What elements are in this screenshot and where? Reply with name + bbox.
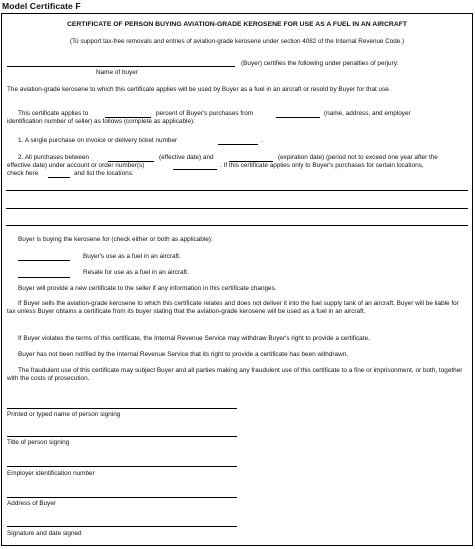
locations-line-2[interactable]: [6, 208, 468, 209]
printed-name-label: Printed or typed name of person signing: [7, 411, 121, 418]
buying-for-text: Buyer is buying the kerosene for (check either or both as applicable):: [18, 236, 213, 243]
item2-text-b: (effective date) and: [159, 154, 214, 161]
item2-text-a: 2. All purchases between: [18, 154, 90, 161]
use-2-check-field[interactable]: [18, 277, 70, 278]
sells-paragraph: If Buyer sells the aviation-grade kerosene to which this certificate relates and does not deliver it into the fuel supply tank of an aircraft, Buyer will be liable for tax unless Buyer obtains a certificate from its buyer stating that the aviation-grade kerosene will be used as a fuel in an aircraft.: [7, 300, 459, 315]
item1-text: 1. A single purchase on invoice or delivery ticket number: [18, 137, 178, 144]
form-title: CERTIFICATE OF PERSON BUYING AVIATION-GRADE KEROSENE FOR USE AS A FUEL IN AN AIRCRAFT: [66, 21, 408, 28]
signature-line[interactable]: [7, 526, 237, 527]
new-certificate-text: Buyer will provide a new certificate to the seller if any information in this certificate changes.: [18, 285, 277, 292]
buyer-certifies-text: (Buyer) certifies the following under penalties of perjury:: [241, 60, 399, 67]
applies-text-4: identification number of seller) as follows (complete as applicable):: [7, 118, 195, 125]
employer-id-line[interactable]: [7, 466, 237, 467]
printed-name-line[interactable]: [7, 408, 237, 409]
certificate-form: [1, 13, 473, 546]
seller-field[interactable]: [276, 117, 320, 118]
applies-text-1: This certificate applies to: [18, 110, 89, 117]
violates-text: If Buyer violates the terms of this certificate, the Internal Revenue Service may withdraw Buyer's right to provide a certificate.: [18, 335, 370, 342]
intro-paragraph: The aviation-grade kerosene to which this certificate applies will be used by Buyer as a fuel in an aircraft or resold by Buyer for that use.: [7, 86, 391, 93]
item2-text-c: (expiration date) (period not to exceed one year after the: [278, 154, 438, 161]
address-label: Address of Buyer: [7, 500, 57, 507]
item1-period: .: [261, 137, 263, 144]
fraud-paragraph: The fraudulent use of this certificate may subject Buyer and all parties making any fraudulent use of this certificate to a fine or imprisonment, or both, together with the costs of prosecution.: [7, 367, 463, 382]
employer-id-label: Employer identification number: [7, 470, 95, 477]
locations-line-1[interactable]: [6, 190, 468, 191]
locations-check-field[interactable]: [48, 177, 70, 178]
item2-text-f: check here: [7, 170, 39, 177]
item2-text-e: . If this certificate applies only to Buyer's purchases for certain locations,: [220, 162, 424, 169]
applies-text-2: percent of Buyer's purchases from: [156, 110, 254, 117]
buyer-name-field[interactable]: [7, 66, 235, 67]
use-1-text: Buyer's use as a fuel in an aircraft.: [83, 253, 181, 260]
account-number-field[interactable]: [173, 169, 217, 170]
certificate-heading: Model Certificate F: [2, 1, 81, 11]
title-label: Title of person signing: [7, 439, 70, 446]
form-subtitle: (To support tax-free removals and entries of aviation-grade kerosene under section 4082 of the Internal Revenue Code.): [69, 38, 405, 45]
title-line[interactable]: [7, 436, 237, 437]
use-2-text: Resale for use as a fuel in an aircraft.: [83, 269, 189, 276]
locations-line-3[interactable]: [6, 225, 468, 226]
use-1-check-field[interactable]: [18, 260, 70, 261]
invoice-number-field[interactable]: [218, 144, 258, 145]
address-line[interactable]: [7, 497, 237, 498]
name-of-buyer-label: Name of buyer: [96, 69, 138, 76]
item2-text-d: effective date) under account or order number(s): [7, 162, 145, 169]
not-notified-text: Buyer has not been notified by the Internal Revenue Service that its right to provide a certificate has been withdrawn.: [18, 351, 349, 358]
item2-text-g: and list the locations.: [74, 170, 134, 177]
applies-text-3: (name, address, and employer: [324, 110, 411, 117]
signature-label: Signature and date signed: [7, 530, 82, 537]
